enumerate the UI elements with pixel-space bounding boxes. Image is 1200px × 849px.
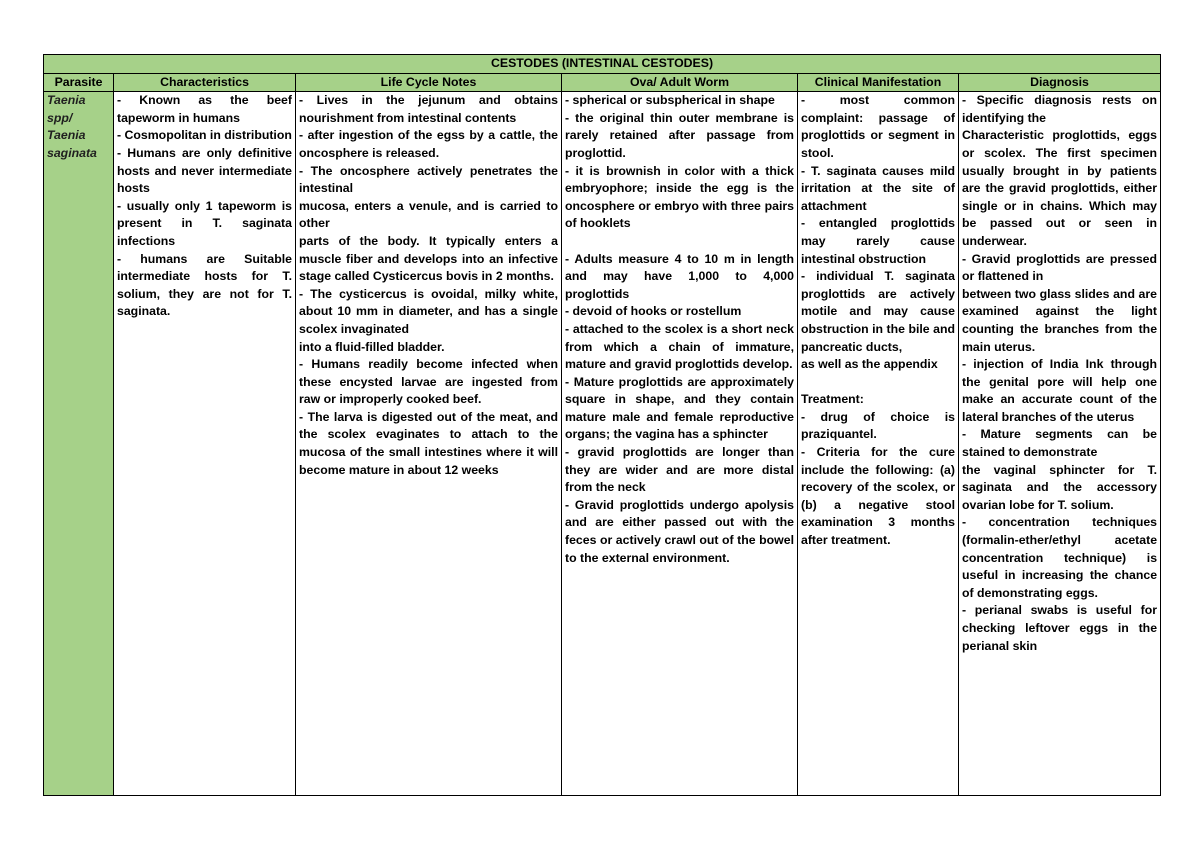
- diagnosis-item: - Specific diagnosis rests on identifying the: [962, 93, 1158, 125]
- life-cycle-item: - The cysticercus is ovoidal, milky white, about 10 mm in diameter, and has a single scolex invaginated: [299, 286, 558, 336]
- header-ova-adult: Ova/ Adult Worm: [562, 73, 798, 92]
- parasite-cell: [44, 92, 114, 796]
- parasite-line: Taenia: [47, 128, 86, 143]
- parasite-line: spp/: [47, 110, 73, 125]
- diagnosis-item: Characteristic proglottids, eggs or scolex. The first specimen usually brought in by patients are the gravid proglottids, either single or in chains. Which may be passed out or seen in underwear.: [962, 128, 1158, 248]
- diagnosis-item: - perianal swabs is useful for checking leftover eggs in the perianal skin: [962, 603, 1158, 653]
- adult-item: - gravid proglottids are longer than they are wider and are more distal from the neck: [565, 445, 794, 495]
- header-clinical: Clinical Manifestation: [798, 73, 959, 92]
- parasite-line: saginata: [47, 145, 97, 160]
- life-cycle-item: - The larva is digested out of the meat, and the scolex evaginates to attach to the mucosa of the small intestines where it will become mature in about 12 weeks: [299, 409, 558, 477]
- diagnosis-item: between two glass slides and are examined against the light counting the branches from the main uterus.: [962, 286, 1158, 354]
- life-cycle-item: parts of the body. It typically enters a muscle fiber and develops into an infective stage called Cysticercus bovis in 2 months.: [299, 233, 558, 284]
- table-title: CESTODES (INTESTINAL CESTODES): [44, 55, 1161, 74]
- adult-item: - Gravid proglottids undergo apolysis and are either passed out with the feces or actively crawl out of the bowel to the external environment.: [565, 497, 794, 565]
- spacer: [801, 374, 955, 392]
- characteristics-item: - Cosmopolitan in distribution: [117, 128, 292, 143]
- adult-item: - Adults measure 4 to 10 m in length and may have 1,000 to 4,000 proglottids: [565, 251, 794, 301]
- characteristics-item: - usually only 1 tapeworm is present in T. saginata infections: [117, 198, 292, 248]
- diagnosis-item: the vaginal sphincter for T. saginata and the accessory ovarian lobe for T. solium.: [962, 462, 1158, 512]
- treatment-item: - Criteria for the cure include the following: (a) recovery of the scolex, or (b) a negative stool examination 3 months after treatment.: [801, 445, 955, 548]
- life-cycle-item: - after ingestion of the egss by a cattle, the oncosphere is released.: [299, 128, 558, 160]
- characteristics-item: - Humans are only definitive hosts and never intermediate hosts: [117, 145, 292, 196]
- clinical-cell: [798, 92, 959, 796]
- clinical-item: - most common complaint: passage of proglottids or segment in stool.: [801, 93, 955, 160]
- life-cycle-item: - Humans readily become infected when these encysted larvae are ingested from raw or improperly cooked beef.: [299, 357, 558, 407]
- clinical-item: - individual T. saginata proglottids are actively motile and may cause obstruction in the bile and pancreatic ducts,: [801, 269, 955, 354]
- diagnosis-item: - Gravid proglottids are pressed or flattened in: [962, 251, 1158, 284]
- diagnosis-cell: [959, 92, 1161, 796]
- adult-item: - Mature proglottids are approximately square in shape, and they contain mature male and female reproductive organs; the vagina has a sphincter: [565, 374, 794, 442]
- diagnosis-item: - concentration techniques (formalin-ether/ethyl acetate concentration technique) is useful in increasing the chance of demonstrating eggs.: [962, 515, 1158, 600]
- cestodes-table: [43, 54, 1161, 796]
- characteristics-item: - humans are Suitable intermediate hosts for T. solium, they are not for T. saginata.: [117, 251, 292, 319]
- diagnosis-item: - injection of India Ink through the genital pore will help one make an accurate count of the lateral branches of the uterus: [962, 357, 1158, 424]
- ova-adult-cell: [562, 92, 798, 796]
- clinical-item: as well as the appendix: [801, 357, 938, 372]
- spacer: [565, 233, 794, 251]
- header-life-cycle: Life Cycle Notes: [296, 73, 562, 92]
- treatment-item: Treatment:: [801, 392, 864, 407]
- life-cycle-item: mucosa, enters a venule, and is carried to other: [299, 198, 558, 231]
- ova-item: - spherical or subspherical in shape: [565, 93, 775, 108]
- clinical-item: - entangled proglottids may rarely cause intestinal obstruction: [801, 216, 955, 266]
- treatment-item: - drug of choice is praziquantel.: [801, 409, 955, 442]
- header-characteristics: Characteristics: [114, 73, 296, 92]
- life-cycle-item: - Lives in the jejunum and obtains nourishment from intestinal contents: [299, 93, 558, 125]
- clinical-item: - T. saginata causes mild irritation at the site of attachment: [801, 163, 955, 213]
- life-cycle-item: into a fluid-filled bladder.: [299, 339, 445, 354]
- life-cycle-cell: [296, 92, 562, 796]
- header-diagnosis: Diagnosis: [959, 73, 1161, 92]
- characteristics-item: - Known as the beef tapeworm in humans: [117, 93, 292, 125]
- parasite-line: Taenia: [47, 93, 86, 108]
- adult-item: - devoid of hooks or rostellum: [565, 304, 742, 319]
- life-cycle-item: - The oncosphere actively penetrates the intestinal: [299, 163, 558, 196]
- ova-item: - it is brownish in color with a thick embryophore; inside the egg is the oncosphere or embryo with three pairs of hooklets: [565, 163, 794, 231]
- header-parasite: Parasite: [44, 73, 114, 92]
- ova-item: - the original thin outer membrane is rarely retained after passage from proglottid.: [565, 110, 794, 160]
- diagnosis-item: - Mature segments can be stained to demonstrate: [962, 427, 1158, 460]
- characteristics-cell: [114, 92, 296, 796]
- adult-item: - attached to the scolex is a short neck from which a chain of immature, mature and gravid proglottids develop.: [565, 321, 794, 372]
